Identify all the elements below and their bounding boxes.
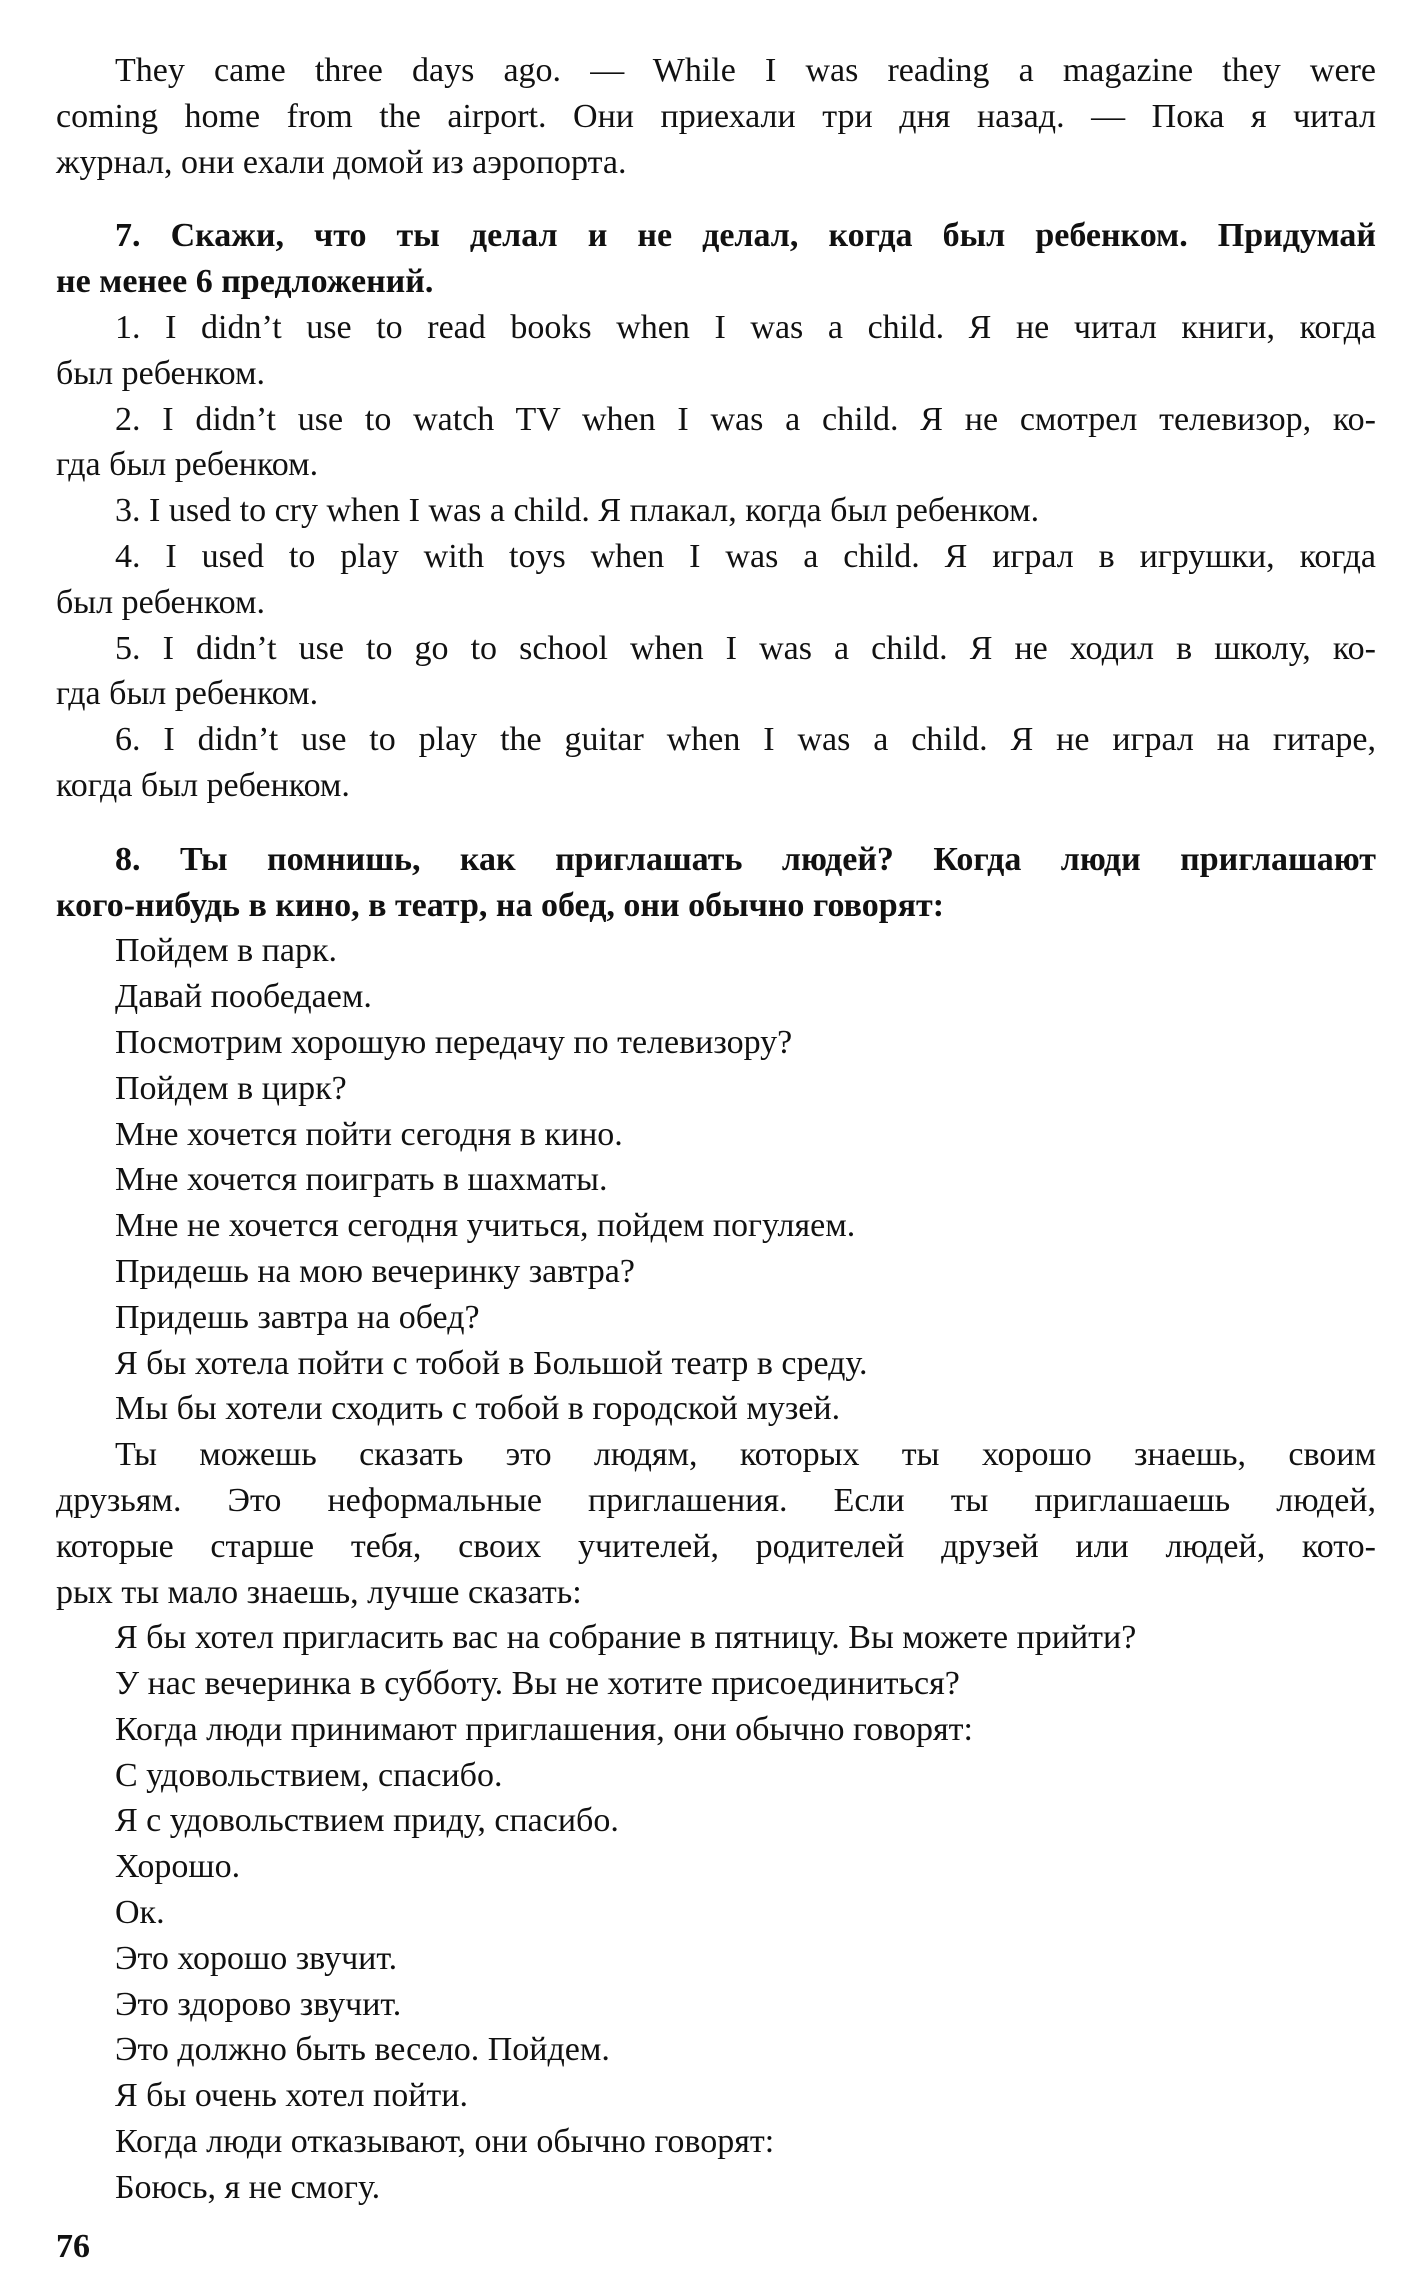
text-line: 2. I didn’t use to watch TV when I was a child. Я не смотрел телевизор, ко-	[115, 400, 1376, 438]
text-line: Придешь завтра на обед?	[115, 1298, 480, 1336]
text-line: Это здорово звучит.	[115, 1985, 402, 2023]
text-line: кого-нибудь в кино, в театр, на обед, они обычно говорят:	[56, 886, 945, 924]
text-line: С удовольствием, спасибо.	[115, 1756, 503, 1794]
text-line: гда был ребенком.	[56, 675, 319, 713]
text-line: Это хорошо звучит.	[115, 1939, 398, 1977]
text-line: 8. Ты помнишь, как приглашать людей? Когда люди приглашают	[115, 840, 1376, 878]
text-line: Мне хочется пойти сегодня в кино.	[115, 1115, 623, 1153]
text-line: друзьям. Это неформальные приглашения. Если ты приглашаешь людей,	[56, 1481, 1376, 1519]
text-line: Ок.	[115, 1894, 165, 1932]
text-line: 6. I didn’t use to play the guitar when I was a child. Я не играл на гитаре,	[115, 721, 1376, 759]
paragraph	[56, 534, 1376, 626]
paragraph	[56, 1615, 1376, 2210]
text-line: Давай пообедаем.	[115, 978, 372, 1016]
text-line: которые старше тебя, своих учителей, родителей друзей или людей, кото-	[56, 1527, 1376, 1565]
text-line: У нас вечеринка в субботу. Вы не хотите присоединиться?	[115, 1665, 960, 1703]
text-line: Когда люди отказывают, они обычно говорят:	[115, 2123, 775, 2161]
text-line: Пойдем в цирк?	[115, 1069, 347, 1107]
text-line: Это должно быть весело. Пойдем.	[115, 2031, 610, 2069]
paragraph	[56, 305, 1376, 397]
text-line: Хорошо.	[115, 1848, 241, 1886]
text-line: Посмотрим хорошую передачу по телевизору?	[115, 1023, 793, 1061]
text-line: когда был ребенком.	[56, 766, 350, 804]
exercise-heading	[56, 837, 1376, 929]
text-line: 7. Скажи, что ты делал и не делал, когда был ребенком. Придумай	[115, 217, 1376, 255]
text-line: 1. I didn’t use to read books when I was a child. Я не читал книги, когда	[115, 308, 1376, 346]
text-line: был ребенком.	[56, 583, 265, 621]
text-line: 5. I didn’t use to go to school when I was a child. Я не ходил в школу, ко-	[115, 629, 1376, 667]
text-line: не менее 6 предложений.	[56, 263, 434, 301]
text-line: Пойдем в парк.	[115, 932, 338, 970]
paragraph	[56, 1432, 1376, 1615]
text-line: Боюсь, я не смогу.	[115, 2168, 381, 2206]
text-line: Мне хочется поиграть в шахматы.	[115, 1161, 608, 1199]
text-line: 4. I used to play with toys when I was a child. Я играл в игрушки, когда	[115, 537, 1376, 575]
text-line: Придешь на мою вечеринку завтра?	[115, 1252, 635, 1290]
text-line: рых ты мало знаешь, лучше сказать:	[56, 1573, 582, 1611]
paragraph	[56, 48, 1376, 185]
text-line: Когда люди принимают приглашения, они обычно говорят:	[115, 1710, 973, 1748]
paragraph	[56, 626, 1376, 718]
text-line: They came three days ago. — While I was reading a magazine they were	[115, 52, 1376, 89]
text-line: Я с удовольствием приду, спасибо.	[115, 1802, 619, 1840]
text-line: Ты можешь сказать это людям, которых ты хорошо знаешь, своим	[115, 1436, 1376, 1474]
exercise-heading	[56, 213, 1376, 305]
text-line: был ребенком.	[56, 354, 265, 392]
paragraph	[56, 928, 1376, 1432]
text-line: гда был ребенком.	[56, 446, 319, 484]
text-line: coming home from the airport. Они приехали три дня назад. — Пока я читал	[56, 97, 1376, 135]
text-line: журнал, они ехали домой из аэропорта.	[56, 143, 627, 181]
paragraph	[56, 397, 1376, 489]
page-number: 76	[56, 2228, 90, 2265]
paragraph	[56, 488, 1376, 534]
text-line: 3. I used to cry when I was a child. Я плакал, когда был ребенком.	[115, 492, 1040, 530]
page-body	[56, 48, 1376, 2211]
text-line: Я бы хотел пригласить вас на собрание в пятницу. Вы можете прийти?	[115, 1619, 1137, 1657]
text-line: Я бы очень хотел пойти.	[115, 2077, 468, 2115]
paragraph	[56, 717, 1376, 809]
text-line: Я бы хотела пойти с тобой в Большой театр в среду.	[115, 1344, 868, 1382]
text-line: Мы бы хотели сходить с тобой в городской музей.	[115, 1390, 841, 1428]
text-line: Мне не хочется сегодня учиться, пойдем погуляем.	[115, 1207, 856, 1245]
